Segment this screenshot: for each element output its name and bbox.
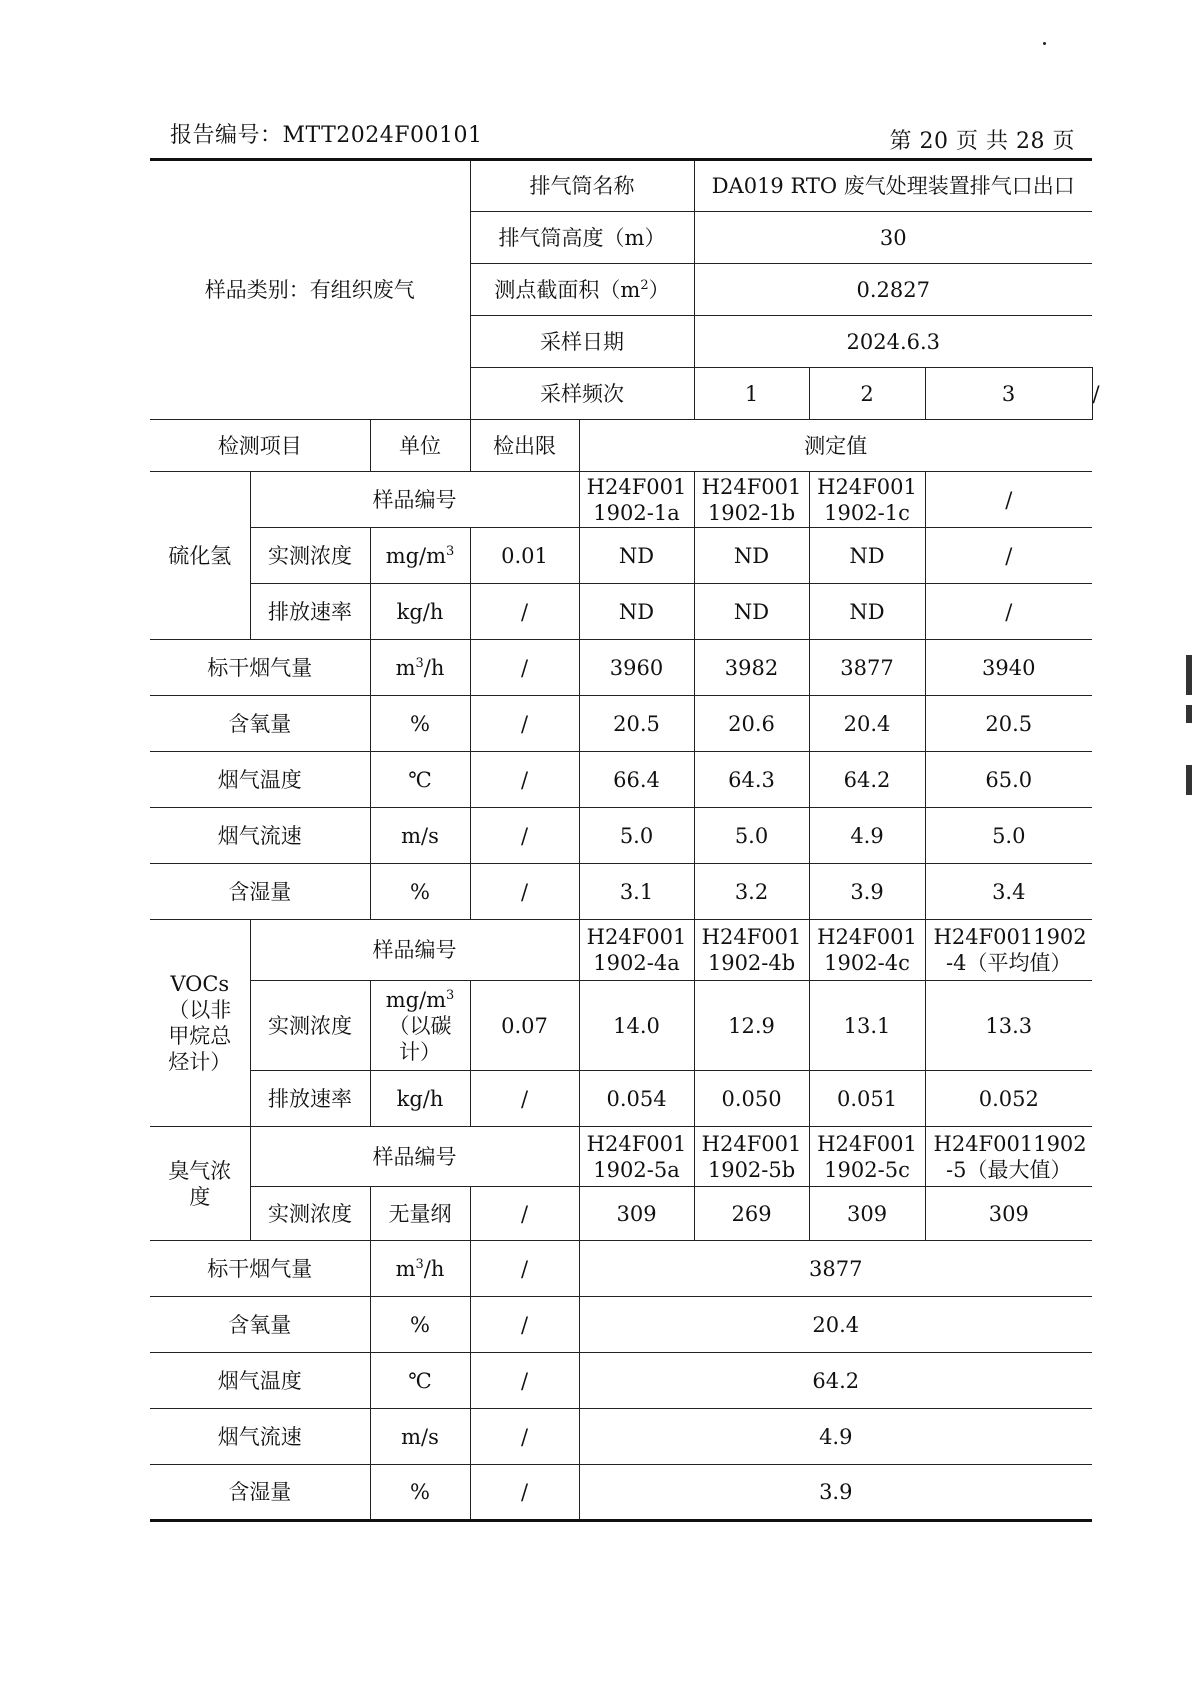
- value-cell: ND: [809, 528, 925, 584]
- h2s-name: 硫化氢: [150, 472, 250, 640]
- vocs-conc-limit: 0.07: [470, 981, 579, 1071]
- unit-post: /h: [423, 655, 445, 680]
- stack-height-label: 排气筒高度（m）: [470, 212, 694, 264]
- vocs-conc-label: 实测浓度: [250, 981, 370, 1071]
- value-cell: 20.4: [809, 696, 925, 752]
- section-area-label: [470, 264, 694, 316]
- monitoring-results-table: 样品类别：有组织废气 排气筒名称 DA019 RTO 废气处理装置排气口出口 排气筒高度（m） 30 测点截面积$(m^2)$ 0.2827 采样日期 2024.6.3 采样频次 1 2 3 / 检测项目 单位 检出限 测定值 硫化氢 样品编号 H24F001 1902-1a H24F001 1902-1b H24F001 1902-1c / 实测浓度 $mg/m^3$ 0.01 ND ND ND / 排放速率 kg/h / ND ND ND / 标干烟气量 $m^3/h$ / 3960 3982 3877 3940 含氧量 % / 20.5 20.6 20.4 20.5 烟气温度 ℃ / 66.4 64.3 64.2 65.0 烟气流速 m/s / 5.0 5.0 4.9 5.0 含湿量 % / 3.1 3.2 3.9 3.4 VOCs（以非甲烷总烃计） 样品编号 H24F001 1902-4a H24F001 1902-4b H24F001 1902-4c H24F0011902 -4（平均值） 实测浓度 $mg/m^3$（以碳计） 0.07 14.0 12.9 13.1 13.3 排放速率 kg/h / 0.054 0.050 0.051 0.052 臭气浓度 样品编号 H24F001 1902-5a H24F001 1902-5b H24F001 1902-5c H24F0011902 -5（最大值） 实测浓度 无量纲 / 309 269 309 309 标干烟气量 $m^3/h$ / 3877 含氧量 % / 20.4 烟气温度 ℃ / 64.2 烟气流速 m/s / 4.9 含湿量 % / 3.9: [150, 158, 1092, 1522]
- param-limit: /: [470, 696, 579, 752]
- scan-speck: [1043, 42, 1046, 45]
- param-limit: /: [470, 1297, 579, 1353]
- sample-id-cell: H24F001 1902-1b: [694, 472, 809, 528]
- sample-id-cell: H24F001 1902-4a: [579, 920, 694, 981]
- value-cell: 3940: [925, 640, 1092, 696]
- unit-text: mg/m: [385, 987, 447, 1012]
- odor-conc-limit: /: [470, 1187, 579, 1241]
- value-cell: /: [925, 528, 1092, 584]
- param-unit: m/s: [370, 1409, 470, 1465]
- sample-id-cell: H24F001 1902-1a: [579, 472, 694, 528]
- stack-name-value: DA019 RTO 废气处理装置排气口出口: [694, 160, 1092, 212]
- sample-id-cell: H24F001 1902-5b: [694, 1127, 809, 1187]
- merged-value-cell: 3.9: [579, 1465, 1092, 1521]
- param-limit: /: [470, 640, 579, 696]
- param-name: 含氧量: [150, 696, 370, 752]
- odor-sample-label: 样品编号: [250, 1127, 579, 1187]
- value-cell: 3.4: [925, 864, 1092, 920]
- sampling-date-value: 2024.6.3: [694, 316, 1092, 368]
- value-cell: 64.2: [809, 752, 925, 808]
- param-limit: /: [470, 752, 579, 808]
- page-indicator: 第 20 页 共 28 页: [889, 129, 1075, 154]
- header-test-item: 检测项目: [150, 420, 370, 472]
- sample-id-cell: H24F001 1902-5a: [579, 1127, 694, 1187]
- vocs-name: VOCs（以非甲烷总烃计）: [150, 920, 250, 1127]
- odor-conc-unit: 无量纲: [370, 1187, 470, 1241]
- value-cell: 3.2: [694, 864, 809, 920]
- value-cell: 4.9: [809, 808, 925, 864]
- h2s-conc-unit: [370, 528, 470, 584]
- edge-stamp-mark: [1186, 765, 1192, 795]
- value-cell: 3982: [694, 640, 809, 696]
- param-name: 烟气温度: [150, 752, 370, 808]
- vocs-rate-label: 排放速率: [250, 1071, 370, 1127]
- value-cell: 12.9: [694, 981, 809, 1071]
- h2s-rate-unit: kg/h: [370, 584, 470, 640]
- param-name: 含湿量: [150, 864, 370, 920]
- frequency-cell: 1: [694, 368, 809, 420]
- param-limit: /: [470, 1241, 579, 1297]
- param-name: 烟气流速: [150, 1409, 370, 1465]
- h2s-rate-limit: /: [470, 584, 579, 640]
- param-unit: [370, 1241, 470, 1297]
- value-cell: 20.5: [925, 696, 1092, 752]
- unit-text: m: [395, 1256, 416, 1281]
- unit-text: m: [395, 655, 416, 680]
- param-limit: /: [470, 1353, 579, 1409]
- value-cell: 0.052: [925, 1071, 1092, 1127]
- sample-id-cell: H24F0011902 -5（最大值）: [925, 1127, 1092, 1187]
- value-cell: ND: [694, 528, 809, 584]
- value-cell: 3877: [809, 640, 925, 696]
- sample-id-cell: H24F0011902 -4（平均值）: [925, 920, 1092, 981]
- sampling-frequency-label: 采样频次: [470, 368, 694, 420]
- value-cell: 269: [694, 1187, 809, 1241]
- param-unit: m/s: [370, 808, 470, 864]
- param-unit: ℃: [370, 1353, 470, 1409]
- h2s-conc-limit: 0.01: [470, 528, 579, 584]
- value-cell: /: [925, 584, 1092, 640]
- odor-name: 臭气浓度: [150, 1127, 250, 1241]
- unit-sup: 3: [446, 987, 455, 1003]
- param-unit: %: [370, 696, 470, 752]
- frequency-cell: 2: [809, 368, 925, 420]
- section-area-label-sup: 2: [640, 277, 649, 293]
- param-name: 含湿量: [150, 1465, 370, 1521]
- report-number: 报告编号：MTT2024F00101: [170, 123, 483, 148]
- param-unit: %: [370, 864, 470, 920]
- frequency-cell: 3: [925, 368, 1092, 420]
- vocs-rate-unit: kg/h: [370, 1071, 470, 1127]
- sample-id-cell: H24F001 1902-5c: [809, 1127, 925, 1187]
- sample-id-cell: /: [925, 472, 1092, 528]
- param-name: 标干烟气量: [150, 640, 370, 696]
- unit-text: mg/m: [385, 543, 447, 568]
- sampling-date-label: 采样日期: [470, 316, 694, 368]
- unit-post: （以碳计）: [388, 1013, 452, 1064]
- section-area-value: 0.2827: [694, 264, 1092, 316]
- stack-height-value: 30: [694, 212, 1092, 264]
- unit-sup: 3: [415, 655, 424, 671]
- merged-value-cell: 4.9: [579, 1409, 1092, 1465]
- unit-sup: 3: [446, 543, 455, 559]
- sample-id-cell: H24F001 1902-4c: [809, 920, 925, 981]
- param-name: 标干烟气量: [150, 1241, 370, 1297]
- param-unit: %: [370, 1465, 470, 1521]
- value-cell: 309: [579, 1187, 694, 1241]
- vocs-conc-unit: [370, 981, 470, 1071]
- unit-post: /h: [423, 1256, 445, 1281]
- value-cell: 64.3: [694, 752, 809, 808]
- value-cell: 0.050: [694, 1071, 809, 1127]
- odor-conc-label: 实测浓度: [250, 1187, 370, 1241]
- param-unit: [370, 640, 470, 696]
- param-unit: %: [370, 1297, 470, 1353]
- merged-value-cell: 3877: [579, 1241, 1092, 1297]
- value-cell: 5.0: [579, 808, 694, 864]
- edge-stamp-mark: [1186, 655, 1192, 695]
- value-cell: ND: [579, 584, 694, 640]
- value-cell: 14.0: [579, 981, 694, 1071]
- sample-id-cell: H24F001 1902-1c: [809, 472, 925, 528]
- param-limit: /: [470, 864, 579, 920]
- value-cell: 5.0: [694, 808, 809, 864]
- value-cell: 13.1: [809, 981, 925, 1071]
- param-name: 烟气温度: [150, 1353, 370, 1409]
- param-name: 烟气流速: [150, 808, 370, 864]
- header-measured-value: 测定值: [579, 420, 1092, 472]
- value-cell: 13.3: [925, 981, 1092, 1071]
- h2s-sample-label: 样品编号: [250, 472, 579, 528]
- h2s-rate-label: 排放速率: [250, 584, 370, 640]
- value-cell: 3.1: [579, 864, 694, 920]
- value-cell: 5.0: [925, 808, 1092, 864]
- value-cell: 20.5: [579, 696, 694, 752]
- value-cell: 65.0: [925, 752, 1092, 808]
- merged-value-cell: 20.4: [579, 1297, 1092, 1353]
- param-limit: /: [470, 808, 579, 864]
- param-limit: /: [470, 1465, 579, 1521]
- stack-name-label: 排气筒名称: [470, 160, 694, 212]
- value-cell: 0.054: [579, 1071, 694, 1127]
- param-unit: ℃: [370, 752, 470, 808]
- value-cell: 20.6: [694, 696, 809, 752]
- value-cell: 309: [925, 1187, 1092, 1241]
- edge-stamp-mark: [1186, 705, 1192, 723]
- header-unit: 单位: [370, 420, 470, 472]
- value-cell: 309: [809, 1187, 925, 1241]
- value-cell: 3.9: [809, 864, 925, 920]
- header-detection-limit: 检出限: [470, 420, 579, 472]
- h2s-conc-label: 实测浓度: [250, 528, 370, 584]
- value-cell: 0.051: [809, 1071, 925, 1127]
- section-area-label-close: ）: [648, 277, 670, 302]
- value-cell: 3960: [579, 640, 694, 696]
- merged-value-cell: 64.2: [579, 1353, 1092, 1409]
- unit-sup: 3: [415, 1256, 424, 1272]
- value-cell: ND: [694, 584, 809, 640]
- param-name: 含氧量: [150, 1297, 370, 1353]
- sample-type-cell: [150, 160, 470, 420]
- value-cell: 66.4: [579, 752, 694, 808]
- param-limit: /: [470, 1409, 579, 1465]
- vocs-rate-limit: /: [470, 1071, 579, 1127]
- value-cell: ND: [579, 528, 694, 584]
- section-area-label-text: 测点截面积（m: [494, 277, 641, 302]
- vocs-sample-label: 样品编号: [250, 920, 579, 981]
- sample-id-cell: H24F001 1902-4b: [694, 920, 809, 981]
- value-cell: ND: [809, 584, 925, 640]
- sample-type-label: 样品类别：有组织废气: [204, 278, 415, 302]
